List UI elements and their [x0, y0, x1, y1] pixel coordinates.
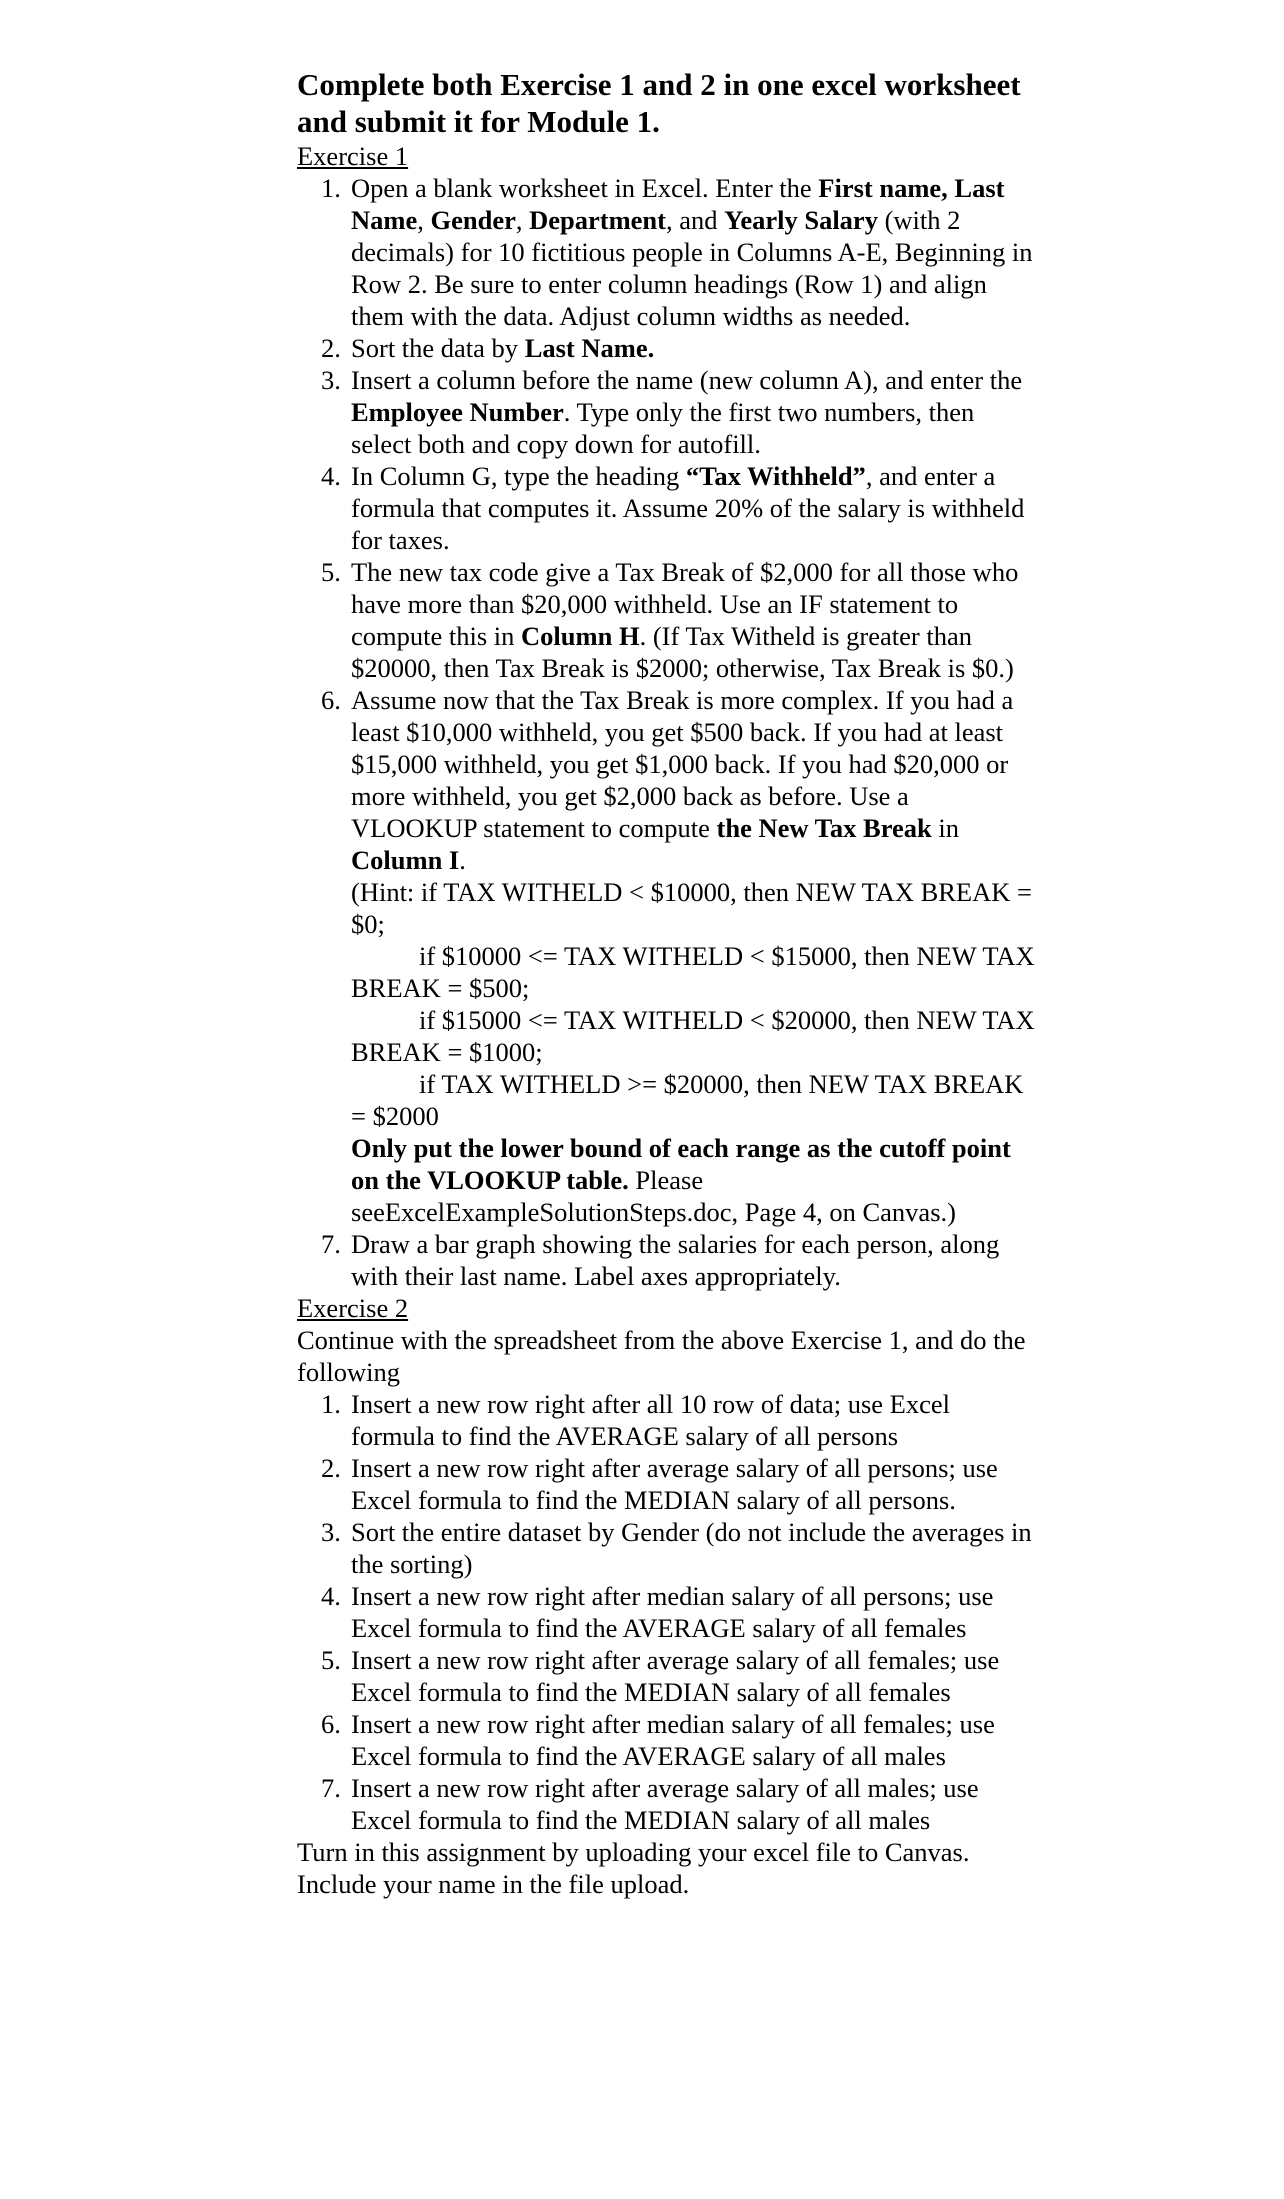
- document-page: [297, 66, 1037, 1900]
- list-number: 2.: [321, 333, 341, 363]
- item-text: if TAX WITHELD >= $20000, then NEW TAX BREAK = $2000: [351, 1069, 1024, 1131]
- list-number: 1.: [321, 1389, 341, 1419]
- exercise2-item-5: [297, 1644, 1037, 1708]
- item-text: Insert a column before the name (new column A), and enter the: [351, 365, 1023, 395]
- exercise1-item-2: [297, 332, 1037, 364]
- closing-instructions: Turn in this assignment by uploading your excel file to Canvas. Include your name in the file upload.: [297, 1837, 970, 1899]
- exercise1-item-1: [297, 172, 1037, 332]
- item-text: in: [931, 813, 960, 843]
- item-text: The new tax code give a Tax Break of $2,000 for all those who have more than $20,000 withheld. Use an IF statement to compute this in: [351, 557, 1019, 651]
- item-text: ,: [417, 205, 431, 235]
- list-number: 5.: [321, 1645, 341, 1675]
- exercise2-item-2: [297, 1452, 1037, 1516]
- item-text: Insert a new row right after all 10 row of data; use Excel formula to find the AVERAGE salary of all persons: [351, 1389, 950, 1451]
- list-number: 2.: [321, 1453, 341, 1483]
- item-text: if $10000 <= TAX WITHELD < $15000, then NEW TAX BREAK = $500;: [351, 941, 1035, 1003]
- list-number: 6.: [321, 1709, 341, 1739]
- item-text: .: [459, 845, 466, 875]
- exercise1-item-7: [297, 1228, 1037, 1292]
- exercise-2-list: [297, 1388, 1037, 1836]
- list-number: 5.: [321, 557, 341, 587]
- item-text: Sort the data by: [351, 333, 525, 363]
- list-number: 4.: [321, 1581, 341, 1611]
- list-number: 7.: [321, 1229, 341, 1259]
- exercise-1-list: [297, 172, 1037, 1292]
- item-text: ,: [515, 205, 530, 235]
- bold-text: the New Tax Break: [716, 813, 932, 843]
- document-title: Complete both Exercise 1 and 2 in one excel worksheet and submit it for Module 1.: [297, 67, 1021, 139]
- list-number: 4.: [321, 461, 341, 491]
- exercise-1-heading: Exercise 1: [297, 141, 409, 171]
- bold-text: First name, Last Name: [351, 173, 1005, 235]
- bold-text: Last Name.: [524, 333, 655, 363]
- item-text: Insert a new row right after average salary of all females; use Excel formula to find the MEDIAN salary of all females: [351, 1645, 1000, 1707]
- exercise-2-heading: Exercise 2: [297, 1293, 409, 1323]
- bold-text: Yearly Salary: [724, 205, 878, 235]
- item-text: Draw a bar graph showing the salaries for each person, along with their last name. Label axes appropriately.: [351, 1229, 1000, 1291]
- exercise1-item-4: [297, 460, 1037, 556]
- exercise2-item-3: [297, 1516, 1037, 1580]
- exercise1-item-5: [297, 556, 1037, 684]
- item-text: Insert a new row right after average salary of all persons; use Excel formula to find the MEDIAN salary of all persons.: [351, 1453, 998, 1515]
- bold-text: Column I: [351, 845, 460, 875]
- exercise2-item-4: [297, 1580, 1037, 1644]
- list-number: 3.: [321, 1517, 341, 1547]
- item-text: . Type only the first two numbers, then select both and copy down for autofill.: [351, 397, 975, 459]
- list-number: 7.: [321, 1773, 341, 1803]
- exercise1-item-6: [297, 684, 1037, 1228]
- item-text: . (If Tax Witheld is greater than $20000, then Tax Break is $2000; otherwise, Tax Break is $0.): [351, 621, 1014, 683]
- bold-text: “Tax Withheld”: [685, 461, 866, 491]
- item-text: Sort the entire dataset by Gender (do not include the averages in the sorting): [351, 1517, 1032, 1579]
- item-text: if $15000 <= TAX WITHELD < $20000, then NEW TAX BREAK = $1000;: [351, 1005, 1035, 1067]
- exercise1-item-3: [297, 364, 1037, 460]
- item-text: Assume now that the Tax Break is more complex. If you had a least $10,000 withheld, you get $500 back. If you had at least $15,000 withheld, you get $1,000 back. If you had $20,000 or more withheld, you get $2,000 back as before. Use a VLOOKUP statement to compute: [351, 685, 1014, 843]
- bold-text: Column H: [521, 621, 640, 651]
- bold-text: Employee Number: [351, 397, 564, 427]
- list-number: 3.: [321, 365, 341, 395]
- item-text: Insert a new row right after median salary of all females; use Excel formula to find the AVERAGE salary of all males: [351, 1709, 995, 1771]
- item-text: Insert a new row right after median salary of all persons; use Excel formula to find the AVERAGE salary of all females: [351, 1581, 994, 1643]
- item-text: In Column G, type the heading: [351, 461, 686, 491]
- item-text: (Hint: if TAX WITHELD < $10000, then NEW TAX BREAK = $0;: [351, 877, 1032, 939]
- exercise-2-intro: Continue with the spreadsheet from the above Exercise 1, and do the following: [297, 1325, 1026, 1387]
- bold-text: Only put the lower bound of each range as the cutoff point on the VLOOKUP table.: [351, 1133, 1011, 1195]
- bold-text: Gender: [430, 205, 516, 235]
- item-text: , and enter a formula that computes it. Assume 20% of the salary is withheld for taxes.: [351, 461, 1025, 555]
- list-number: 1.: [321, 173, 341, 203]
- exercise2-item-7: [297, 1772, 1037, 1836]
- exercise2-item-1: [297, 1388, 1037, 1452]
- item-text: Insert a new row right after average salary of all males; use Excel formula to find the MEDIAN salary of all males: [351, 1773, 979, 1835]
- item-text: Open a blank worksheet in Excel. Enter the: [351, 173, 819, 203]
- item-text: Please seeExcelExampleSolutionSteps.doc, Page 4, on Canvas.): [351, 1165, 956, 1227]
- item-text: (with 2 decimals) for 10 fictitious people in Columns A-E, Beginning in Row 2. Be sure to enter column headings (Row 1) and align them with the data. Adjust column widths as needed.: [351, 205, 1033, 331]
- exercise2-item-6: [297, 1708, 1037, 1772]
- bold-text: Department: [529, 205, 666, 235]
- list-number: 6.: [321, 685, 341, 715]
- item-text: , and: [665, 205, 725, 235]
